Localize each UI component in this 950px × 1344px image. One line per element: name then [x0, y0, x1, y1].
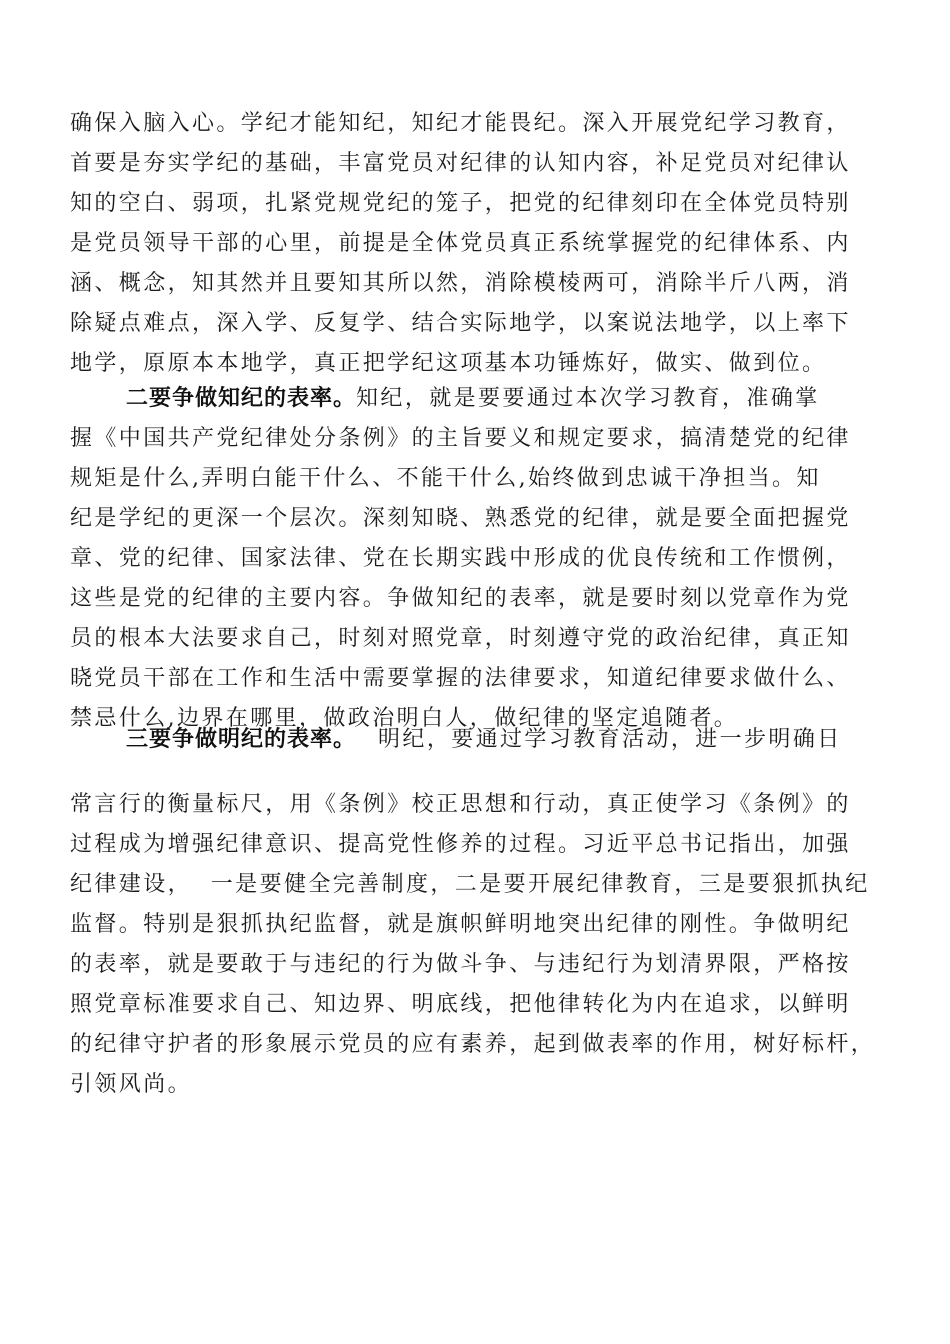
text-line: 晓党员干部在工作和生活中需要掌握的法律要求，知道纪律要求做什么、: [70, 666, 851, 691]
paragraph-mingji-heading-line: [70, 720, 885, 760]
text-line: 规矩是什么,弄明白能干什么、不能干什么,始终做到忠诚干净担当。知: [70, 466, 821, 491]
text-line: 握《中国共产党纪律处分条例》的主旨要义和规定要求，搞清楚党的纪律: [70, 426, 851, 451]
text-line: 监督。特别是狠抓执纪监督，就是旗帜鲜明地突出纪律的刚性。争做明纪: [70, 912, 851, 937]
text-line: 知的空白、弱项，扎紧党规党纪的笼子，把党的纪律刻印在全体党员特别: [70, 191, 851, 216]
section-heading: 三要争做明纪的表率。: [126, 727, 357, 752]
paragraph-first-line: [70, 720, 885, 760]
text-line: 常言行的衡量标尺，用《条例》校正思想和行动，真正使学习《条例》的: [70, 792, 851, 817]
paragraph-first-line: [70, 379, 885, 419]
text-line: 地学，原原本本地学，真正把学纪这项基本功锤炼好，做实、做到位。: [70, 351, 827, 376]
text-line: 照党章标准要求自己、知边界、明底线，把他律转化为内在追求，以鲜明: [70, 992, 851, 1017]
text-line: 纪是学纪的更深一个层次。深刻知晓、熟悉党的纪律，就是要全面把握党: [70, 506, 851, 531]
text-line: 是党员领导干部的心里，前提是全体党员真正系统掌握党的纪律体系、内: [70, 231, 851, 256]
text-line: 的表率，就是要敢于与违纪的行为做斗争、与违纪行为划清界限，严格按: [70, 952, 851, 977]
paragraph-mingji-body: [70, 785, 885, 1105]
text-line: 这些是党的纪律的主要内容。争做知纪的表率，就是要时刻以党章作为党: [70, 586, 851, 611]
paragraph-zhiji: [70, 379, 885, 739]
text-line: 章、党的纪律、国家法律、党在长期实践中形成的优良传统和工作惯例，: [70, 546, 851, 571]
text-line: 的纪律守护者的形象展示党员的应有素养，起到做表率的作用，树好标杆，: [70, 1032, 876, 1057]
text-line: 涵、概念，知其然并且要知其所以然，消除模棱两可，消除半斤八两，消: [70, 271, 851, 296]
section-heading: 二要争做知纪的表率。: [126, 386, 357, 411]
text-line: 除疑点难点，深入学、反复学、结合实际地学，以案说法地学，以上率下: [70, 311, 851, 336]
text-line: 员的根本大法要求自己，时刻对照党章，时刻遵守党的政治纪律，真正知: [70, 626, 851, 651]
text-line: 禁忌什么,边界在哪里，做政治明白人，做纪律的坚定追随者。: [70, 706, 739, 731]
text-line: 首要是夯实学纪的基础，丰富党员对纪律的认知内容，补足党员对纪律认: [70, 151, 851, 176]
text-run: 明纪，要通过学习教育活动，进一步明确日: [378, 727, 842, 752]
text-line: 过程成为增强纪律意识、提高党性修养的过程。习近平总书记指出，加强: [70, 832, 851, 857]
paragraph-continuation: [70, 104, 885, 384]
text-line: 纪律建设， 一是要健全完善制度，二是要开展纪律教育，三是要狠抓执纪: [70, 872, 870, 897]
text-line: 引领风尚。: [70, 1072, 193, 1097]
text-run: 知纪，就是要要通过本次学习教育，准确掌: [356, 386, 820, 411]
text-line: 确保入脑入心。学纪才能知纪，知纪才能畏纪。深入开展党纪学习教育，: [70, 111, 851, 136]
